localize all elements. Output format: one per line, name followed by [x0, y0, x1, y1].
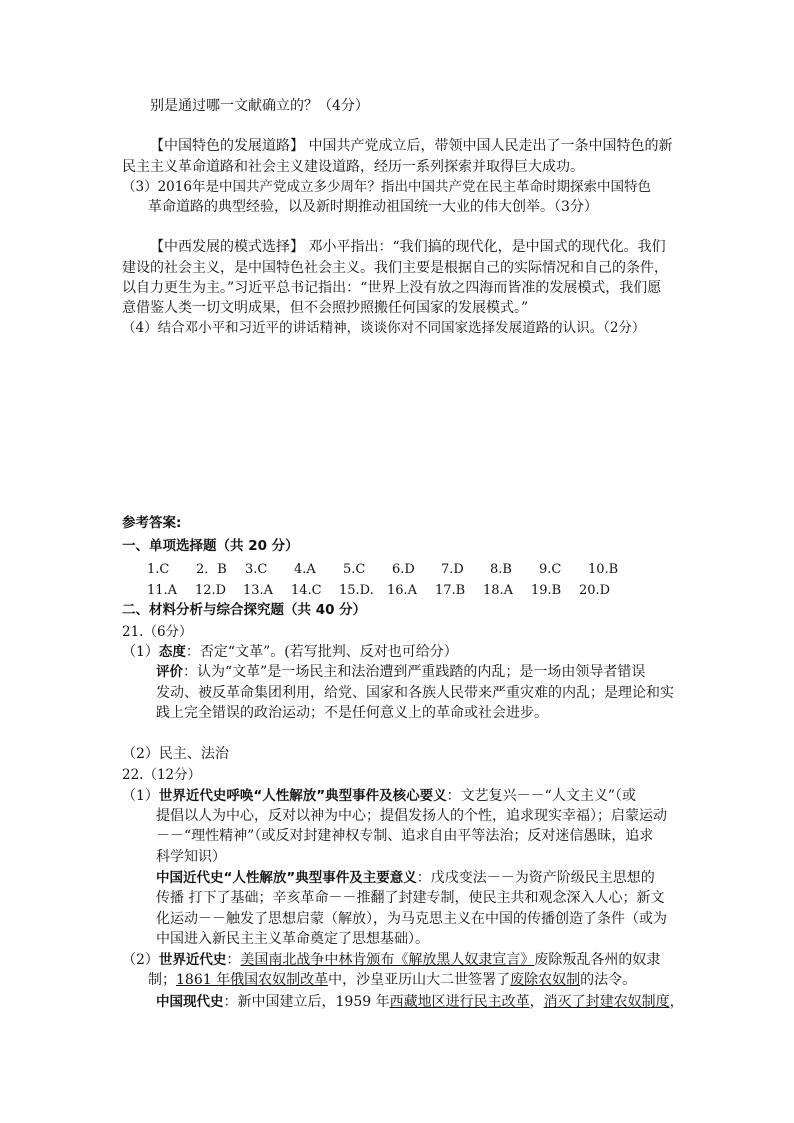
q22-modern-underlined-1: 西藏地区进行民主改革 [389, 994, 530, 1010]
q22-a1-line-1 [122, 786, 636, 806]
answer-item: 1.C [147, 562, 170, 577]
q22-a2-sep: ： [226, 952, 241, 968]
answer-item: 19.B [531, 583, 562, 598]
q22-a1-line-2: 提倡以人为中心，反对以神为中心；提倡发扬人的个性，追求现实幸福）；启蒙运动 [156, 808, 667, 824]
path-line-1-text: 中国共产党成立后，带领中国人民走出了一条中国特色的新 [308, 138, 673, 154]
q22-modern-underlined-2: 消灭了封建农奴制度 [543, 994, 670, 1010]
mode-paragraph-line-2: 建设的社会主义，是中国特色社会主义。我们主要是根据自己的实际情况和自己的条件， [122, 260, 668, 276]
answer-item: 10.B [588, 562, 619, 577]
question-3-line-2: 革命道路的典型经验，以及新时期推动祖国统一大业的伟大创举。（3分） [148, 199, 598, 215]
answer-item: 9.C [539, 562, 562, 577]
q2-tail: 别是通过哪一文献确立的？（4分） [150, 98, 369, 114]
answer-item: 12.D [195, 583, 227, 598]
q22-cn-text: ：戊戌变法－－为资产阶级民主思想的 [416, 870, 655, 886]
q21-eval-line-2: 发动、被反革命集团利用，给党、国家和各族人民带来严重灾难的内乱；是理论和实 [156, 685, 674, 701]
q22-cn-line-2: 传播 打下了基础；辛亥革命－－推翻了封建专制，使民主共和观念深入人心；新文 [156, 890, 665, 906]
answers-row-2 [147, 581, 627, 601]
q21-answer-1 [122, 642, 458, 662]
q22-world-label: 世界近代史呼唤“人性解放”典型事件及核心要义 [158, 788, 447, 804]
q21-eval-label: 评价 [156, 664, 183, 680]
answers-part-1-heading: 一、单项选择题（共 20 分） [122, 538, 299, 554]
path-paragraph-line-1 [150, 136, 672, 156]
answer-item: 20.D [579, 583, 611, 598]
path-section-title: 【中国特色的发展道路】 [150, 138, 304, 154]
question-4: （4）结合邓小平和习近平的讲话精神，谈谈你对不同国家选择发展道路的认识。（2分） [122, 320, 646, 336]
answers-heading: 参考答案: [122, 515, 182, 531]
q22-a2-underlined-1: 美国南北战争中林肯颁布《解放黑人奴隶宣言》 [240, 952, 535, 968]
q22-modern-label: 中国现代史 [156, 994, 224, 1010]
q22-a2-l2-a: 制； [148, 972, 176, 988]
q22-a2-line-1 [122, 950, 660, 970]
q22-modern-b: ， [529, 994, 544, 1010]
mode-paragraph-line-3: 以自力更生为主。”习近平总书记指出：“世界上没有放之四海而皆准的发展模式，我们愿 [122, 280, 662, 296]
q22-a2-l2-b: 中，沙皇亚历山大二世签署了 [328, 972, 511, 988]
q21-number: 21.（6分） [122, 624, 193, 640]
q21-eval-line-3: 践上完全错误的政治运动；不是任何意义上的革命或社会进步。 [156, 705, 548, 721]
q22-cn-line-3: 化运动－－触发了思想启蒙（解放），为马克思主义在中国的传播创造了条件（或为 [156, 911, 667, 927]
q22-number: 22.（12分） [122, 767, 202, 783]
answer-item: 8.B [490, 562, 512, 577]
answer-item: 17.B [435, 583, 466, 598]
q22-cn-label: 中国近代史“人性解放”典型事件及主要意义 [156, 870, 417, 886]
question-3-line-1: （3）2016年是中国共产党成立多少周年？指出中国共产党在民主革命时期探索中国特色 [122, 179, 651, 195]
path-paragraph-line-2: 民主主义革命道路和社会主义建设道路，经历一系列探索并取得巨大成功。 [122, 159, 584, 175]
answers-part-2-heading: 二、材料分析与综合探究题（共 40 分） [122, 602, 367, 618]
answers-row-1 [147, 560, 637, 580]
answer-item: 4.A [294, 562, 316, 577]
q22-cn-line-4: 中国进入新民主主义革命奠定了思想基础）。 [156, 931, 429, 947]
answer-item: 16.A [387, 583, 418, 598]
mode-paragraph-line-1 [150, 237, 666, 257]
q21-answer-2: （2）民主、法治 [122, 746, 229, 762]
mode-section-title: 【中西发展的模式选择】 [150, 239, 304, 255]
mode-line-1-text: 邓小平指出：“我们搞的现代化，是中国式的现代化。我们 [308, 239, 666, 255]
q21-a1-prefix: （1） [122, 644, 159, 660]
q21-attitude-label: 态度 [158, 644, 186, 660]
q22-modern-line [156, 992, 684, 1012]
q22-modern-a: ：新中国建立后，1959 年 [223, 994, 390, 1010]
q22-a1-line-4: 科学知识） [156, 849, 226, 865]
q22-a1-line-3: －－“理性精神”（或反对封建神权专制、追求自由平等法治；反对迷信愚昧，追求 [156, 828, 654, 844]
q21-eval-line-1 [156, 662, 645, 682]
answer-item: 3.C [245, 562, 268, 577]
answer-item: 18.A [483, 583, 514, 598]
q22-world-text: ：文艺复兴－－“人文主义”（或 [446, 788, 636, 804]
answer-item: 5.C [343, 562, 366, 577]
answer-item: 7.D [441, 562, 464, 577]
answer-item: 6.D [392, 562, 415, 577]
q22-a2-l2-c: 的法令。 [580, 972, 637, 988]
q22-cn-line-1 [156, 868, 655, 888]
q22-a2-rest: 废除叛乱各州的奴隶 [534, 952, 661, 968]
answer-item: 15.D. [339, 583, 374, 598]
q22-a2-label: 世界近代史 [158, 952, 227, 968]
q22-a2-prefix: （2） [122, 952, 159, 968]
q22-a1-prefix: （1） [122, 788, 159, 804]
q21-eval-text-1: ：认为“文革”是一场民主和法治遭到严重践踏的内乱；是一场由领导者错误 [183, 664, 646, 680]
answer-item: 14.C [291, 583, 322, 598]
mode-paragraph-line-4: 意借鉴人类一切文明成果，但不会照抄照搬任何国家的发展模式。” [122, 300, 529, 316]
q22-a2-l2-underlined-1: 1861 年俄国农奴制改革 [176, 972, 329, 988]
q22-a2-l2-underlined-2: 废除农奴制 [510, 972, 581, 988]
answer-item: 2．B [196, 562, 227, 577]
q21-attitude-text: ：否定“文革”。(若写批判、反对也可给分） [185, 644, 458, 660]
answer-item: 11.A [147, 583, 178, 598]
answer-item: 13.A [243, 583, 274, 598]
q22-modern-c: ， [669, 994, 684, 1010]
q22-a2-line-2 [148, 970, 636, 990]
